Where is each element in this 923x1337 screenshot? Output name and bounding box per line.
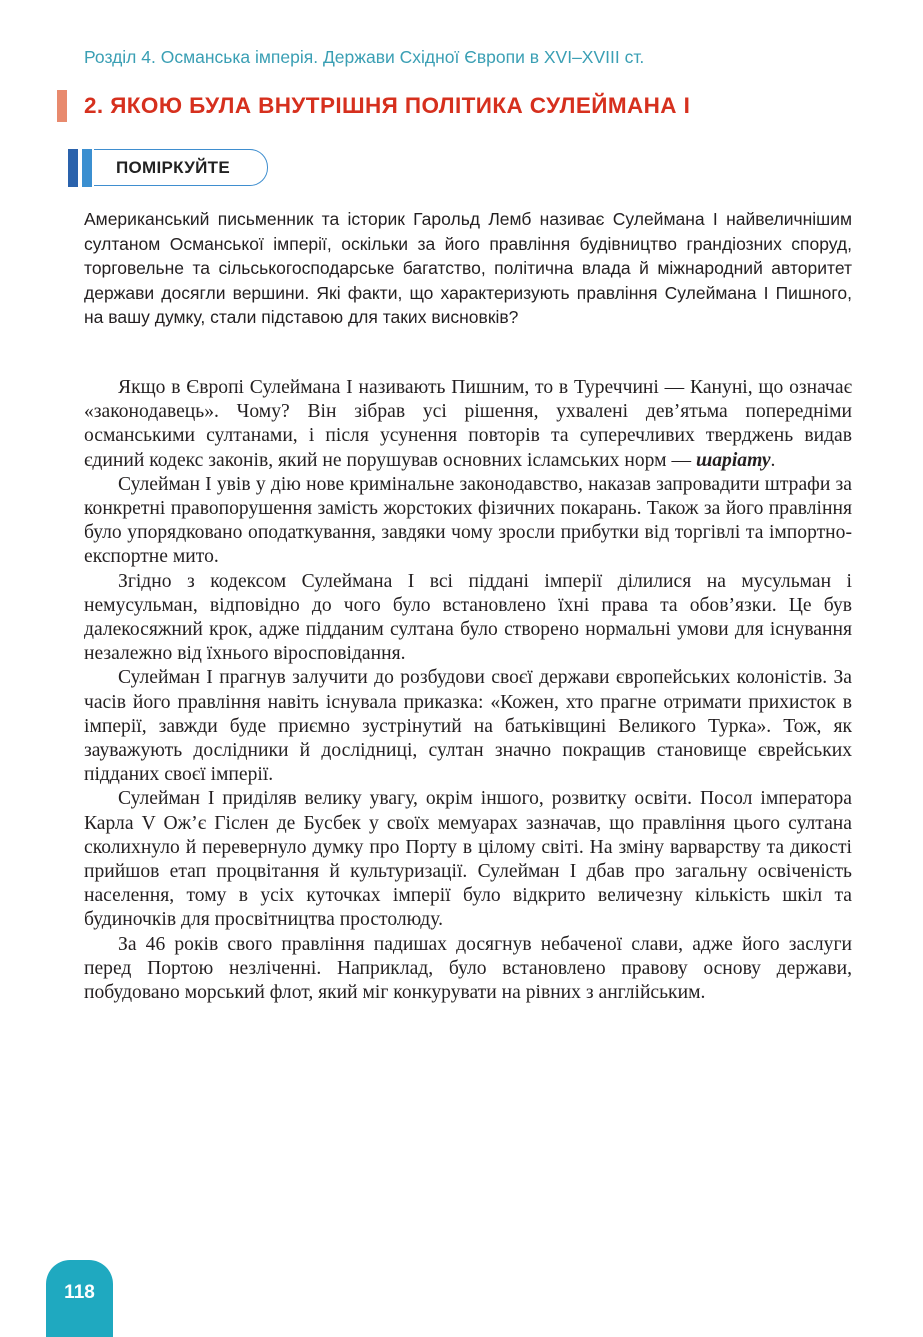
think-box-label: ПОМІРКУЙТЕ (116, 158, 230, 177)
intro-question: Американський письменник та історик Гарольд Лемб називає Сулеймана І найвеличнішим султаном Османської імперії, оскільки за його правління будівництво грандіозних споруд, торговельне та сільськогосподарське багатство, політична влада й міжнародний авторитет держави досягли вершини. Які факти, що характеризують правління Сулеймана І Пишного, на вашу думку, стали підставою для таких висновків? (84, 209, 852, 328)
paragraph: Сулейман І приділяв велику увагу, окрім іншого, розвитку освіти. Посол імператора Карла V Ож’є Гіслен де Бусбек у своїх мемуарах зазначав, що правління цього султана сколихнуло й перевернуло думку про Порту в цілому світі. На зміну варварству та дикості прийшов етап процвітання й культуризації. Сулейман І дбав про загальну освіченість населення, тому в усіх куточках імперії було відкрито величезну кількість шкіл та будиночків для просвітництва простолюду. (84, 788, 852, 931)
think-box (68, 149, 273, 187)
paragraph: Сулейман І увів у дію нове кримінальне законодавство, наказав запровадити штрафи за конкретні правопорушення замість жорстоких фізичних покарань. Також за його правління було упорядковано оподаткування, завдяки чому зросли прибутки від торгівлі та імпортно-експортне мито. (84, 473, 852, 568)
section-heading: 2. ЯКОЮ БУЛА ВНУТРІШНЯ ПОЛІТИКА СУЛЕЙМАНА І (84, 93, 691, 118)
page-number-tab (46, 1260, 113, 1337)
page-number: 118 (64, 1282, 95, 1303)
heading-accent-bar (57, 90, 67, 122)
paragraph: За 46 років свого правління падишах досягнув небаченої слави, адже його заслуги перед Портою незліченні. Наприклад, було встановлено правову основу держави, побудовано морський флот, який міг конкурувати на рівних з англійським. (84, 933, 852, 1004)
paragraph-text: Якщо в Європі Сулеймана І називають Пишним, то в Туреччині — Кануні, що означає «законодавець». Чому? Він зібрав усі рішення, ухвалені дев’ятьма попередніми османськими султанами, і після усунення повторів та суперечливих тверджень видав єдиний кодекс законів, який не порушував основних ісламських норм — (84, 377, 852, 471)
paragraph (84, 376, 852, 473)
paragraph-text: . (770, 449, 776, 471)
paragraph: Згідно з кодексом Сулеймана І всі піддані імперії ділилися на мусульман і немусульман, відповідно до чого було встановлено їхні права та обов’язки. Це був далекосяжний крок, адже підданим султана було створено нормальні умови для існування незалежно від їхнього віросповідання. (84, 570, 852, 665)
main-text (84, 376, 852, 1005)
running-head: Розділ 4. Османська імперія. Держави Східної Європи в XVI–XVIII ст. (84, 47, 645, 67)
paragraph: Сулейман І прагнув залучити до розбудови своєї держави європейських колоністів. За часів його правління навіть існувала приказка: «Кожен, хто прагне отримати прихисток в імперії, завжди буде приємно зустрінутий на батьківщині Великого Турка». Тож, як зауважують дослідники й дослідниці, султан значно покращив становище єврейських підданих своєї імперії. (84, 667, 852, 786)
key-term: шаріату (695, 449, 771, 471)
think-box-bar (68, 149, 78, 187)
think-box-bar (82, 149, 92, 187)
